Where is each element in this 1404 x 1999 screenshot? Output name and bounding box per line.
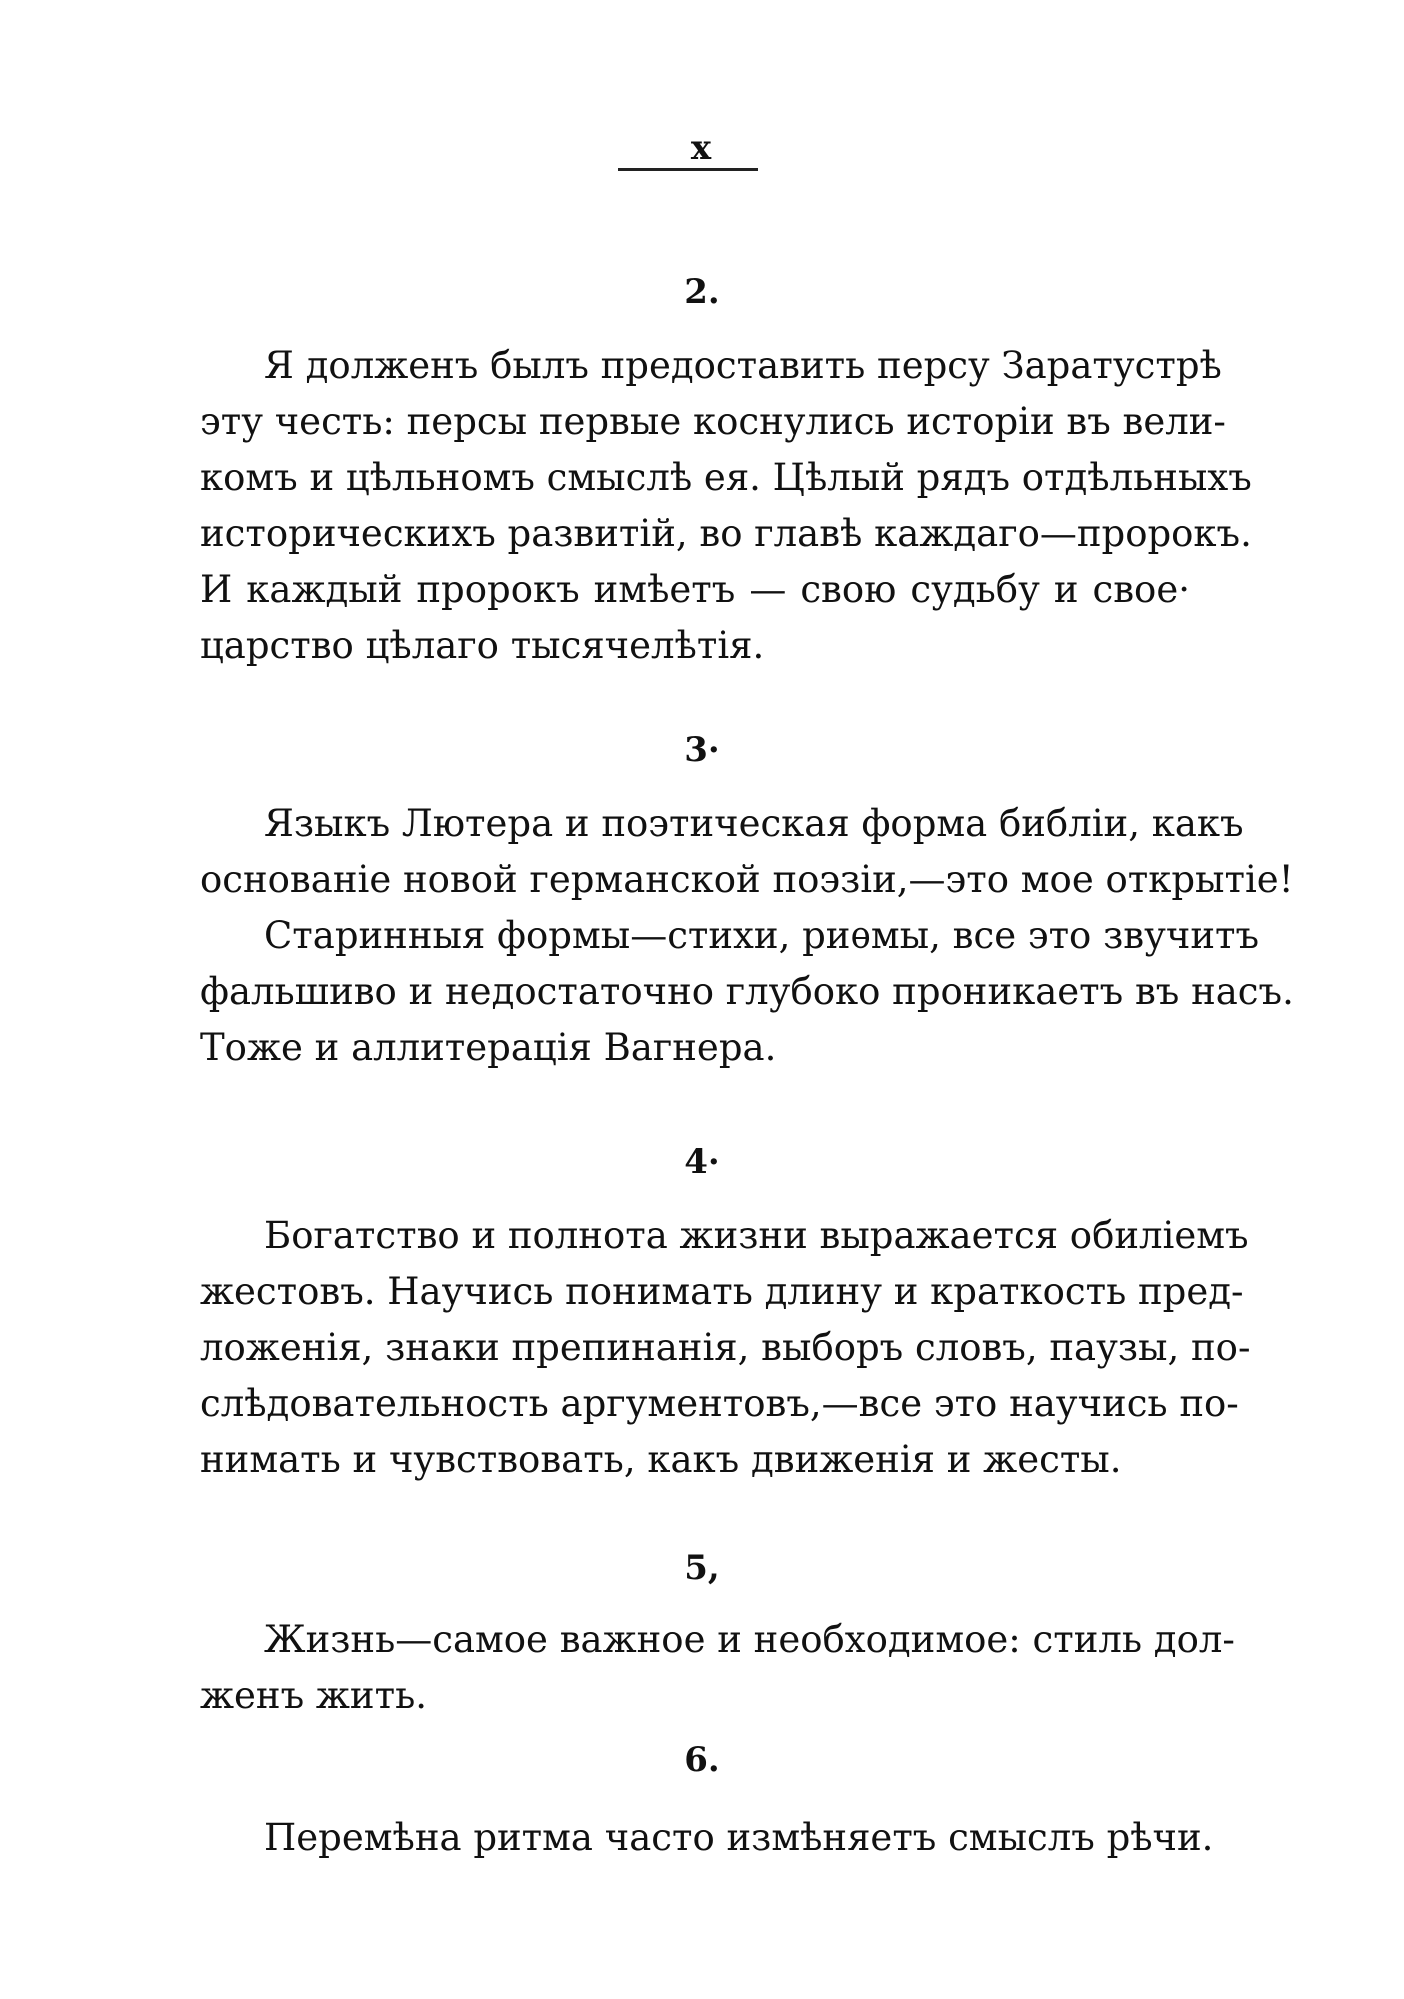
- section-6-paragraph: [200, 1810, 1214, 1866]
- text-line: Жизнь—самое важное и необходимое: стиль дол-: [264, 1618, 1235, 1661]
- section-number-5: 5,: [684, 1548, 720, 1588]
- text-line: эту честь: персы первые коснулись исторіи въ вели-: [200, 400, 1226, 443]
- text-line: нимать и чувствовать, какъ движенія и жесты.: [200, 1438, 1122, 1481]
- text-line: Старинныя формы—стихи, риѳмы, все это звучитъ: [264, 914, 1259, 957]
- text-line: Я долженъ былъ предоставить персу Заратустрѣ: [264, 344, 1222, 387]
- section-number-6: 6.: [684, 1740, 720, 1780]
- text-line: историческихъ развитій, во главѣ каждаго—пророкъ.: [200, 512, 1252, 555]
- text-line: фальшиво и недостаточно глубоко проникаетъ въ насъ.: [200, 970, 1294, 1013]
- section-2-paragraph: [200, 338, 1252, 674]
- header-rule: [618, 168, 758, 171]
- page-number: x: [690, 128, 714, 168]
- section-number-4: 4·: [684, 1142, 720, 1182]
- text-line: ложенія, знаки препинанія, выборъ словъ, паузы, по-: [200, 1326, 1251, 1369]
- section-number-3: 3·: [684, 730, 720, 770]
- section-number-2: 2.: [684, 272, 720, 312]
- text-line: Тоже и аллитерація Вагнера.: [200, 1026, 777, 1069]
- section-5-paragraph: [200, 1612, 1235, 1724]
- text-line: комъ и цѣльномъ смыслѣ ея. Цѣлый рядъ отдѣльныхъ: [200, 456, 1252, 499]
- section-4-paragraph: [200, 1208, 1251, 1488]
- text-line: Перемѣна ритма часто измѣняетъ смыслъ рѣчи.: [264, 1816, 1214, 1859]
- text-line: жестовъ. Научись понимать длину и краткость пред-: [200, 1270, 1244, 1313]
- text-line: Богатство и полнота жизни выражается обиліемъ: [264, 1214, 1249, 1257]
- section-3-paragraph: [200, 796, 1294, 1076]
- text-line: царство цѣлаго тысячелѣтія.: [200, 624, 765, 667]
- text-line: И каждый пророкъ имѣетъ — свою судьбу и свое·: [200, 568, 1190, 611]
- text-line: основаніе новой германской поэзіи,—это мое открытіе!: [200, 858, 1294, 901]
- text-line: слѣдовательность аргументовъ,—все это научись по-: [200, 1382, 1239, 1425]
- text-line: женъ жить.: [200, 1674, 427, 1717]
- text-line: Языкъ Лютера и поэтическая форма библіи, какъ: [264, 802, 1244, 845]
